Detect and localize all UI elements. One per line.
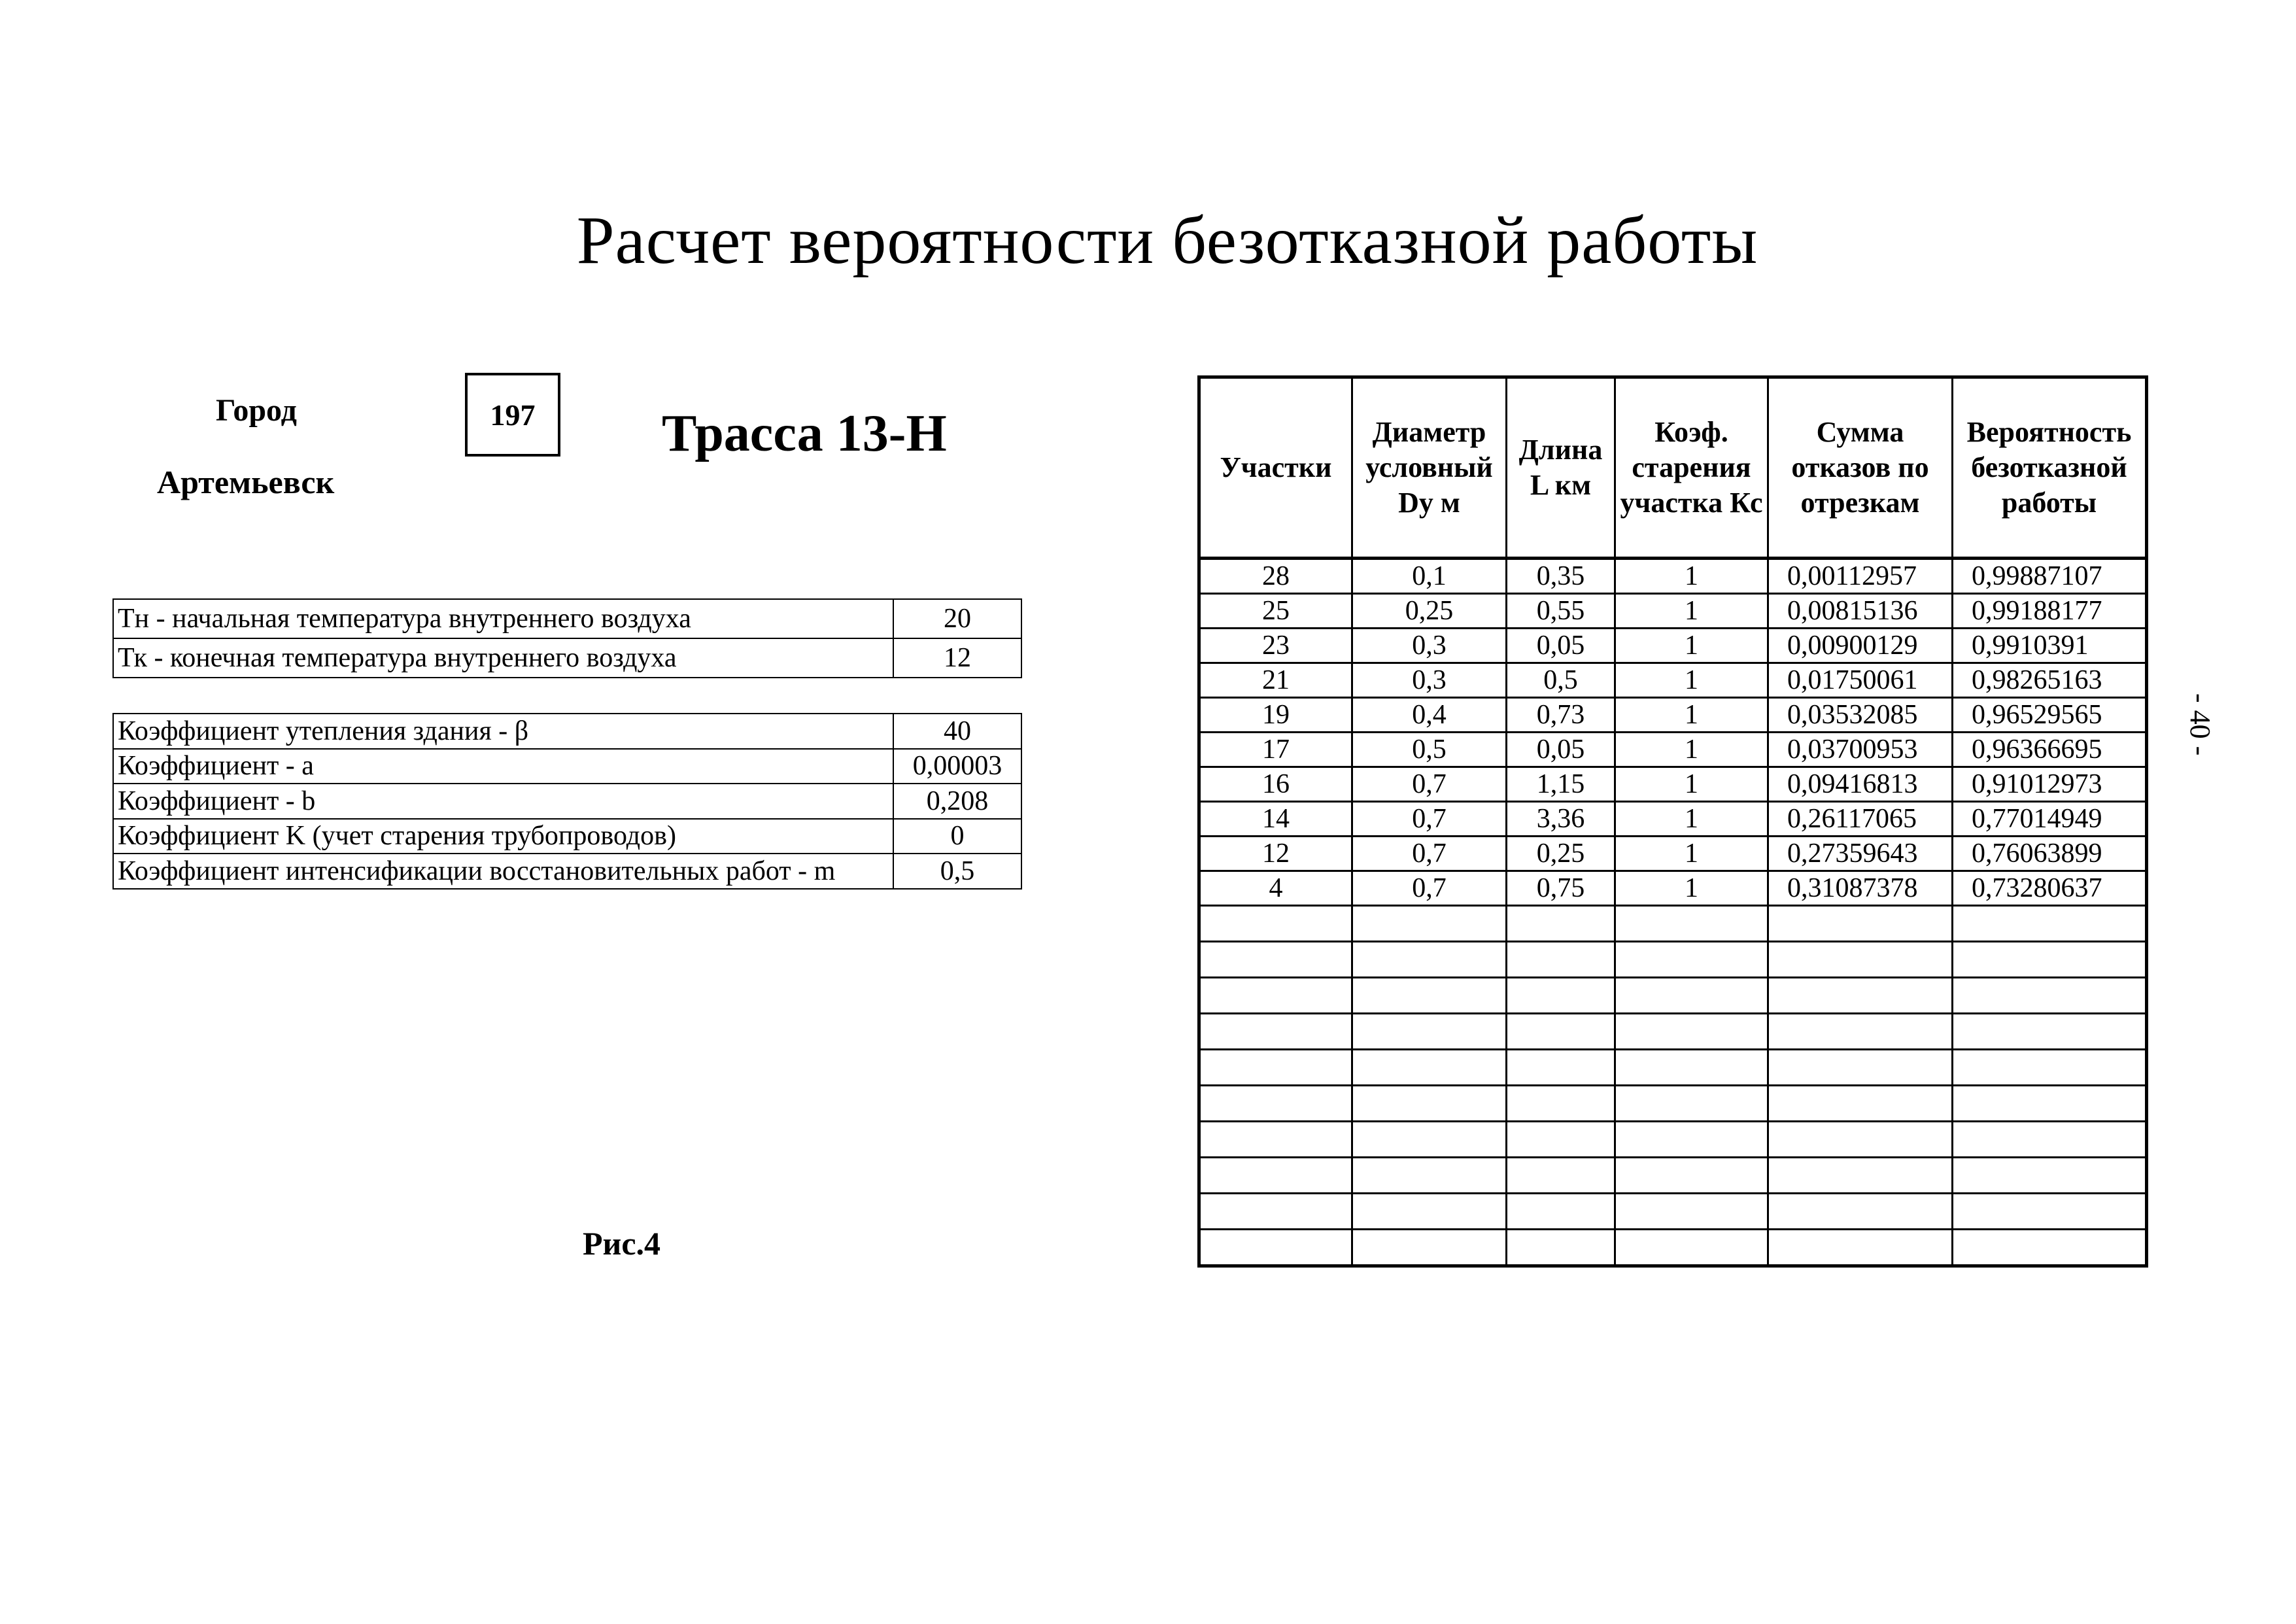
empty-table-row [1199, 1158, 2147, 1194]
empty-cell [1352, 1194, 1507, 1230]
table-row [1199, 733, 2147, 767]
empty-cell [1199, 978, 1352, 1014]
empty-cell [1953, 1230, 2147, 1266]
param-row [113, 749, 1021, 784]
empty-cell [1507, 1014, 1615, 1050]
probability-cell: 0,77014949 [1953, 802, 2147, 837]
empty-table-row [1199, 1086, 2147, 1122]
table-row [1199, 767, 2147, 802]
aging-cell: 1 [1615, 559, 1768, 594]
length-cell: 0,5 [1507, 663, 1615, 698]
probability-cell: 0,98265163 [1953, 663, 2147, 698]
empty-cell [1507, 1158, 1615, 1194]
table-header-row [1199, 377, 2147, 559]
empty-table-row [1199, 1194, 2147, 1230]
section-cell: 14 [1199, 802, 1352, 837]
city-label: Город [216, 393, 297, 428]
failure-sum-cell: 0,00112957 [1768, 559, 1953, 594]
length-cell: 0,35 [1507, 559, 1615, 594]
param-row [113, 714, 1021, 749]
aging-cell: 1 [1615, 802, 1768, 837]
section-cell: 12 [1199, 837, 1352, 871]
empty-table-row [1199, 942, 2147, 978]
empty-cell [1953, 906, 2147, 942]
probability-cell: 0,76063899 [1953, 837, 2147, 871]
empty-cell [1615, 906, 1768, 942]
empty-cell [1768, 1050, 1953, 1086]
probability-cell: 0,96529565 [1953, 698, 2147, 733]
empty-cell [1615, 978, 1768, 1014]
header-aging-coef: Коэф. старения участка Кс [1615, 377, 1768, 559]
empty-cell [1352, 978, 1507, 1014]
empty-cell [1352, 1050, 1507, 1086]
empty-cell [1953, 1158, 2147, 1194]
length-cell: 1,15 [1507, 767, 1615, 802]
header-sections: Участки [1199, 377, 1352, 559]
param-label: Коэффициент - b [113, 784, 893, 819]
empty-cell [1352, 906, 1507, 942]
param-label: Коэффициент утепления здания - β [113, 714, 893, 749]
param-label: Коэффициент K (учет старения трубопроводов) [113, 819, 893, 854]
param-value: 0,208 [893, 784, 1021, 819]
length-cell: 3,36 [1507, 802, 1615, 837]
section-cell: 28 [1199, 559, 1352, 594]
empty-cell [1615, 1158, 1768, 1194]
empty-table-row [1199, 1122, 2147, 1158]
failure-sum-cell: 0,09416813 [1768, 767, 1953, 802]
param-row [113, 784, 1021, 819]
empty-table-row [1199, 1050, 2147, 1086]
temperature-table [112, 598, 1022, 678]
empty-cell [1507, 1194, 1615, 1230]
empty-cell [1768, 942, 1953, 978]
table-row [1199, 629, 2147, 663]
aging-cell: 1 [1615, 837, 1768, 871]
empty-cell [1953, 1014, 2147, 1050]
empty-cell [1615, 1122, 1768, 1158]
empty-cell [1199, 1014, 1352, 1050]
empty-cell [1768, 1158, 1953, 1194]
section-cell: 23 [1199, 629, 1352, 663]
length-cell: 0,55 [1507, 594, 1615, 629]
aging-cell: 1 [1615, 871, 1768, 906]
empty-cell [1953, 1050, 2147, 1086]
empty-cell [1199, 942, 1352, 978]
param-row [113, 638, 1021, 678]
length-cell: 0,25 [1507, 837, 1615, 871]
failure-sum-cell: 0,03700953 [1768, 733, 1953, 767]
city-code-box: 197 [465, 373, 560, 457]
route-title: Трасса 13-Н [662, 405, 947, 462]
table-row [1199, 663, 2147, 698]
diameter-cell: 0,3 [1352, 663, 1507, 698]
empty-cell [1507, 1230, 1615, 1266]
empty-cell [1352, 1158, 1507, 1194]
empty-cell [1352, 1086, 1507, 1122]
diameter-cell: 0,5 [1352, 733, 1507, 767]
empty-cell [1768, 906, 1953, 942]
empty-cell [1352, 1230, 1507, 1266]
diameter-cell: 0,7 [1352, 767, 1507, 802]
empty-cell [1768, 1122, 1953, 1158]
diameter-cell: 0,7 [1352, 802, 1507, 837]
empty-cell [1199, 1086, 1352, 1122]
probability-cell: 0,99887107 [1953, 559, 2147, 594]
empty-cell [1953, 978, 2147, 1014]
empty-cell [1199, 1194, 1352, 1230]
empty-cell [1615, 1014, 1768, 1050]
failure-sum-cell: 0,03532085 [1768, 698, 1953, 733]
diameter-cell: 0,1 [1352, 559, 1507, 594]
probability-cell: 0,96366695 [1953, 733, 2147, 767]
empty-table-row [1199, 1230, 2147, 1266]
probability-cell: 0,73280637 [1953, 871, 2147, 906]
failure-sum-cell: 0,26117065 [1768, 802, 1953, 837]
diameter-cell: 0,4 [1352, 698, 1507, 733]
empty-cell [1199, 1158, 1352, 1194]
page-title: Расчет вероятности безотказной работы [576, 203, 1758, 278]
param-value: 12 [893, 638, 1021, 678]
aging-cell: 1 [1615, 663, 1768, 698]
section-cell: 25 [1199, 594, 1352, 629]
diameter-cell: 0,3 [1352, 629, 1507, 663]
diameter-cell: 0,25 [1352, 594, 1507, 629]
empty-cell [1199, 1122, 1352, 1158]
empty-cell [1953, 1086, 2147, 1122]
header-diameter: Диаметр условный Dy м [1352, 377, 1507, 559]
param-value: 0 [893, 819, 1021, 854]
length-cell: 0,73 [1507, 698, 1615, 733]
param-value: 0,00003 [893, 749, 1021, 784]
empty-table-row [1199, 1014, 2147, 1050]
table-row [1199, 559, 2147, 594]
table-row [1199, 802, 2147, 837]
section-cell: 17 [1199, 733, 1352, 767]
city-name: Артемьевск [157, 464, 335, 500]
param-label: Тн - начальная температура внутреннего воздуха [113, 599, 893, 638]
probability-cell: 0,9910391 [1953, 629, 2147, 663]
param-label: Коэффициент - а [113, 749, 893, 784]
page-number: - 40 - [2184, 693, 2216, 756]
param-label: Тк - конечная температура внутреннего воздуха [113, 638, 893, 678]
empty-cell [1768, 978, 1953, 1014]
empty-cell [1615, 1194, 1768, 1230]
probability-cell: 0,99188177 [1953, 594, 2147, 629]
empty-cell [1768, 1014, 1953, 1050]
empty-cell [1352, 1014, 1507, 1050]
diameter-cell: 0,7 [1352, 871, 1507, 906]
empty-table-row [1199, 906, 2147, 942]
empty-cell [1615, 1050, 1768, 1086]
figure-label: Рис.4 [583, 1225, 661, 1262]
aging-cell: 1 [1615, 698, 1768, 733]
aging-cell: 1 [1615, 594, 1768, 629]
param-row [113, 854, 1021, 889]
empty-cell [1199, 1050, 1352, 1086]
empty-cell [1953, 1122, 2147, 1158]
aging-cell: 1 [1615, 629, 1768, 663]
empty-cell [1507, 1050, 1615, 1086]
failure-sum-cell: 0,31087378 [1768, 871, 1953, 906]
param-value: 40 [893, 714, 1021, 749]
diameter-cell: 0,7 [1352, 837, 1507, 871]
empty-cell [1507, 1086, 1615, 1122]
empty-cell [1953, 1194, 2147, 1230]
empty-table-row [1199, 978, 2147, 1014]
empty-cell [1768, 1086, 1953, 1122]
failure-sum-cell: 0,27359643 [1768, 837, 1953, 871]
coefficient-table [112, 713, 1022, 890]
length-cell: 0,05 [1507, 629, 1615, 663]
header-failure-sum: Сумма отказов по отрезкам [1768, 377, 1953, 559]
failure-sum-cell: 0,00815136 [1768, 594, 1953, 629]
section-cell: 16 [1199, 767, 1352, 802]
section-cell: 4 [1199, 871, 1352, 906]
reliability-results-table [1197, 375, 2148, 1268]
empty-cell [1352, 1122, 1507, 1158]
empty-cell [1768, 1194, 1953, 1230]
header-length: Длина L км [1507, 377, 1615, 559]
length-cell: 0,05 [1507, 733, 1615, 767]
empty-cell [1768, 1230, 1953, 1266]
table-row [1199, 594, 2147, 629]
empty-cell [1507, 1122, 1615, 1158]
failure-sum-cell: 0,00900129 [1768, 629, 1953, 663]
empty-cell [1507, 906, 1615, 942]
table-row [1199, 698, 2147, 733]
table-row [1199, 837, 2147, 871]
param-row [113, 819, 1021, 854]
section-cell: 21 [1199, 663, 1352, 698]
empty-cell [1199, 1230, 1352, 1266]
section-cell: 19 [1199, 698, 1352, 733]
aging-cell: 1 [1615, 767, 1768, 802]
header-probability: Вероятность безотказной работы [1953, 377, 2147, 559]
empty-cell [1615, 1230, 1768, 1266]
failure-sum-cell: 0,01750061 [1768, 663, 1953, 698]
param-row [113, 599, 1021, 638]
param-value: 20 [893, 599, 1021, 638]
param-label: Коэффициент интенсификации восстановительных работ - m [113, 854, 893, 889]
probability-cell: 0,91012973 [1953, 767, 2147, 802]
param-value: 0,5 [893, 854, 1021, 889]
empty-cell [1615, 942, 1768, 978]
table-row [1199, 871, 2147, 906]
length-cell: 0,75 [1507, 871, 1615, 906]
empty-cell [1507, 942, 1615, 978]
empty-cell [1953, 942, 2147, 978]
empty-cell [1352, 942, 1507, 978]
empty-cell [1199, 906, 1352, 942]
empty-cell [1507, 978, 1615, 1014]
aging-cell: 1 [1615, 733, 1768, 767]
empty-cell [1615, 1086, 1768, 1122]
